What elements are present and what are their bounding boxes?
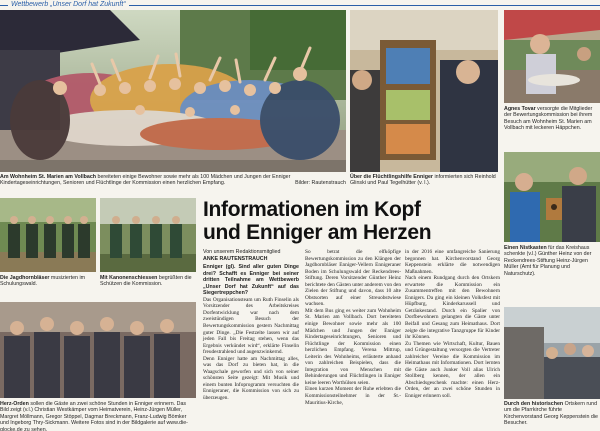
article-col1-p2: Denn Enniger hatte am Nachmittag alles, was das Dorf zu bieten hat, in die Waagschale geworfen und sich von seiner schönsten Seite gezeigt: Mit Musik und einem bunten Infoprogramm versuchten die Ennigeraner, die Kommission von sich zu überzeugen. (203, 355, 299, 402)
caption-nistkasten-text: für das Kreishaus schenkte (v.l.) Günther Heinz von der Reckendrees-Stiftung Heinz-Jürgen Müller (Amt für Planung und Naturschutz). (504, 245, 592, 277)
photo-jagdhorn-image (0, 198, 96, 272)
article-intro: Enniger (gl). Sind aller guten Dinge drei? Schafft es Enniger bei seiner dritten Teilnahme am Wettbewerb „Unser Dorf hat Zukunft“ auf das Siegertreppchen? (203, 264, 299, 297)
section-header (0, 0, 600, 10)
photo-refugee-help (350, 10, 498, 172)
caption-jagd (0, 275, 96, 288)
headline-line1: Informationen im Kopf (203, 198, 421, 221)
photo-nistkasten-image (504, 152, 600, 242)
caption-historic-lead: Durch den historischen (504, 401, 564, 407)
photo-children-group (0, 10, 346, 172)
photo-children-group-image (0, 10, 346, 172)
caption-jagd-text: musizierten im Schulungswald. (0, 275, 86, 288)
article-col3-p2: Nach einem Rundgang durch den Ortskern erwartete die Kommission ein Zusammentreffen mit den Bewohnern Ennigers. Da ging ein kleinen Volksfest mit Hüpfburg, Kinderkarussell und Getränkestand. Durch ein Spalier von Dorfbewohnern gelangten die Gäste unter Beifall und Gesang zum Heimathaus. Dort zeigte die integrative Tanzgruppe für Kinder ihr Können. (405, 275, 500, 341)
photo-agnes-tovar (504, 10, 600, 103)
caption-refugee (350, 174, 498, 187)
caption-historic-text: Ortskern rund um die Pfarrkirche führte Kirchenvorstand Georg Keppenstein die Besucher. (504, 401, 598, 427)
article-headline (203, 198, 503, 244)
article-col3-p1: in der 2016 eine umfangreiche Sanierung begonnen hat. Kirchenvorstand Georg Keppenstein erklärte die notwendigen Maßnahmen. (405, 249, 500, 275)
article-col2-p2: Mit dem Bus ging es weiter zum Wohnheim St. Marien am Vollbach. Dort bereiteten einige Bewohner sowie mehr als 100 Mädchen und Jungen der Enniger Kindertageseinrichtungen, Senioren und Flüchtlinge der Kommission einen herzlichen Empfang. Verena Mittrup, Leiterin des Wohnheims, erläuterte anhand von zahlreichen Beispielen, dass die Integration von Menschen mit Behinderungen und Flüchtlingen in Enniger keine leeren Worthülsen seien. (305, 307, 401, 386)
caption-kanonen-lead: Mit Kanonenschiessen (100, 275, 158, 281)
article-col1-p1: Das Organisationsteam um Ruth Finselin als Vorsitzender des Arbeitskreises Dorfentwicklung war nach dem zweistündigen Besuch der Bewertungskommission gestern Nachmittag guter Dinge. „Die Festzelte lassen wir auf jeden Fall bis Freitag stehen, wenn das Ergebnis verkündet wird“, erklärte Finselin freudestrahlend und augenzwinkernd. (203, 296, 299, 356)
caption-tovar-lead: Agnes Tovar (504, 106, 536, 112)
caption-kanonen (100, 275, 196, 288)
photo-herz-orden-image (0, 302, 196, 398)
photo-kanonen (100, 198, 196, 272)
article-col2-p1: So betrat die elfköpfige Bewertungskommission zu den Klängen der Jagdhornbläser Enniger-Vellern Ennigeraner Boden im Schulungswald der Reckendrees-Stiftung. Deren Vorsitzender Günther Heinz berichtete den Gästen unter anderem von den Zielen der Stiftung und davon, dass 10 alte Obstsorten auf einer Streuobstwiese wachsen. (305, 249, 401, 308)
article-col3-p3: Zu Themen wie Wirtschaft, Kultur, Bauen und Grüngestaltung versorgten die Vertreter zahlreicher Vereine die Kommission im Heimathaus mit Informationen. Dort lernten die Gäste auch Junker Voll alias Ulrich Stollberg kennen, der allen ein Abschiedsgeschenk machte: einen Herz-Orden, der an zwei schöne Stunden in Enniger erinnern soll. (405, 340, 500, 400)
photo-kanonen-image (100, 198, 196, 272)
article-col2-p3: Einen kurzen Moment der Ruhe erlebten die Kommissionsteilnehmer in der St.-Mauritius-Kirche, (305, 386, 401, 406)
photo-nistkasten (504, 152, 600, 242)
caption-main-lead: Am Wohnheim St. Marien am Vollbach (0, 174, 97, 180)
caption-kanonen-text: begrüßten die Schützen die Kommission. (100, 275, 192, 288)
article-column-3 (405, 249, 500, 400)
caption-jagd-lead: Die Jagdhornbläser (0, 275, 50, 281)
caption-herz-lead: Herz-Orden (0, 401, 29, 407)
caption-main-credit: Bilder: Rautenstrauch (295, 180, 346, 187)
photo-jagdhorn (0, 198, 96, 272)
caption-tovar (504, 106, 600, 132)
headline-line2: und Enniger am Herzen (203, 221, 432, 244)
caption-refugee-text: informierten sich Reinhold Glinski und Paul Tegelhütter (v. l.). (350, 174, 496, 187)
photo-historic-center-image (504, 307, 600, 399)
article-column-2 (305, 249, 401, 406)
photo-agnes-tovar-image (504, 10, 600, 103)
caption-tovar-text: versorgte die Mitglieder der Bewertungskommission bei ihrem Besuch am Wohnheim St. Marien am Vollbach mit leckeren Häppchen. (504, 106, 593, 132)
caption-main-text: bereiteten einige Bewohner sowie mehr als 100 Mädchen und Jungen der Enniger Kindertageseinrichtungen, Senioren und Flüchtlinge der Kommission einen herzlichen Empfang. (0, 174, 291, 187)
caption-nistkasten (504, 245, 600, 277)
series-label: Wettbewerb „Unser Dorf hat Zukunft“ (8, 0, 129, 10)
byline-line2: ANKE RAUTENSTRAUCH (203, 255, 268, 262)
caption-main (0, 174, 346, 187)
photo-refugee-help-image (350, 10, 498, 172)
caption-herz (0, 401, 196, 431)
article-column-1 (203, 249, 299, 402)
photo-historic-center (504, 307, 600, 399)
photo-herz-orden (0, 302, 196, 398)
caption-nistkasten-lead: Einen Nistkasten (504, 245, 547, 251)
caption-historic (504, 401, 600, 427)
caption-herz-text: sollen die Gäste an zwei schöne Stunden in Enniger erinnern. Das Bild zeigt (v.l.) Christian Westkämper vom Heimatverein, Heinz-Jürgen Müller, Margret Möllmann, Gregor Stöppel, Dagmar Breckmann, Franz-Ludwig Bömker und Ingeborg Thry-Sickmann. Weitere Fotos sind in der Bildgalerie auf www.die-glocke.de zu sehen. (0, 401, 188, 431)
byline-line1: Von unserem Redaktionsmitglied (203, 249, 281, 255)
caption-refugee-lead: Über die Flüchtlingshilfe Enniger (350, 174, 433, 180)
